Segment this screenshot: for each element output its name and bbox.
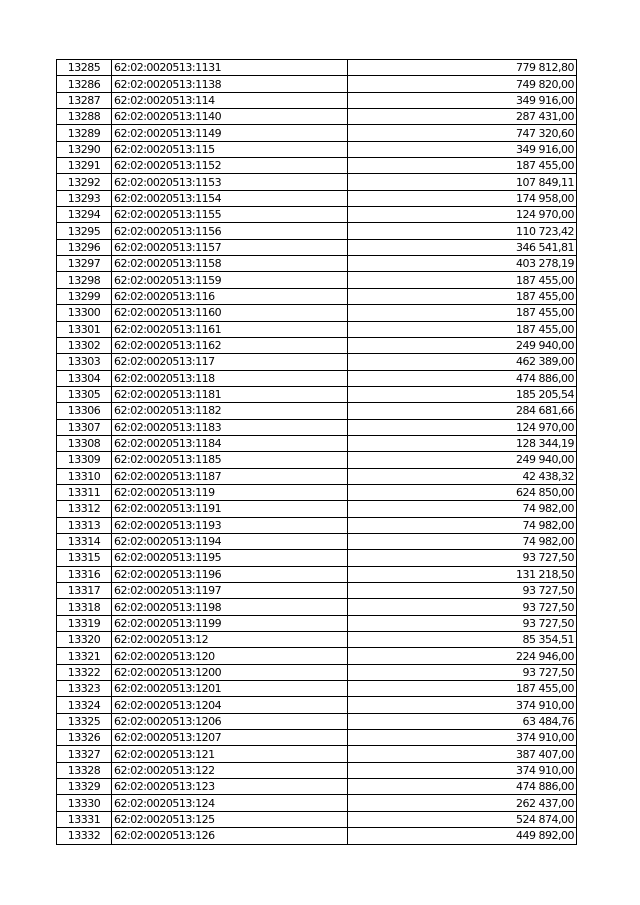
cadastral-value-cell: 110 723,42 <box>348 223 577 239</box>
table-row <box>57 484 577 500</box>
cadastral-number-cell: 62:02:0020513:119 <box>112 484 348 500</box>
row-number-cell: 13306 <box>57 403 112 419</box>
cadastral-number-cell: 62:02:0020513:1187 <box>112 468 348 484</box>
row-number-cell: 13289 <box>57 125 112 141</box>
cadastral-value-cell: 346 541,81 <box>348 239 577 255</box>
cadastral-value-cell: 128 344,19 <box>348 435 577 451</box>
table-body <box>57 60 577 845</box>
cadastral-value-cell: 93 727,50 <box>348 664 577 680</box>
cadastral-value-cell: 374 910,00 <box>348 730 577 746</box>
row-number-cell: 13294 <box>57 207 112 223</box>
table-row <box>57 730 577 746</box>
cadastral-value-cell: 224 946,00 <box>348 648 577 664</box>
row-number-cell: 13292 <box>57 174 112 190</box>
table-row <box>57 468 577 484</box>
row-number-cell: 13310 <box>57 468 112 484</box>
row-number-cell: 13290 <box>57 141 112 157</box>
cadastral-value-cell: 284 681,66 <box>348 403 577 419</box>
row-number-cell: 13286 <box>57 76 112 92</box>
cadastral-number-cell: 62:02:0020513:1200 <box>112 664 348 680</box>
cadastral-value-cell: 749 820,00 <box>348 76 577 92</box>
row-number-cell: 13307 <box>57 419 112 435</box>
cadastral-value-cell: 93 727,50 <box>348 615 577 631</box>
row-number-cell: 13293 <box>57 190 112 206</box>
cadastral-number-cell: 62:02:0020513:1199 <box>112 615 348 631</box>
cadastral-value-cell: 174 958,00 <box>348 190 577 206</box>
row-number-cell: 13322 <box>57 664 112 680</box>
cadastral-number-cell: 62:02:0020513:1159 <box>112 272 348 288</box>
cadastral-value-cell: 187 455,00 <box>348 321 577 337</box>
row-number-cell: 13302 <box>57 337 112 353</box>
row-number-cell: 13314 <box>57 533 112 549</box>
table-row <box>57 713 577 729</box>
table-row <box>57 811 577 827</box>
cadastral-number-cell: 62:02:0020513:125 <box>112 811 348 827</box>
cadastral-value-cell: 374 910,00 <box>348 697 577 713</box>
cadastral-number-cell: 62:02:0020513:120 <box>112 648 348 664</box>
table-row <box>57 354 577 370</box>
table-row <box>57 517 577 533</box>
cadastral-value-cell: 249 940,00 <box>348 337 577 353</box>
cadastral-value-cell: 262 437,00 <box>348 795 577 811</box>
cadastral-number-cell: 62:02:0020513:1185 <box>112 452 348 468</box>
table-row <box>57 664 577 680</box>
cadastral-value-cell: 93 727,50 <box>348 583 577 599</box>
cadastral-value-cell: 249 940,00 <box>348 452 577 468</box>
row-number-cell: 13287 <box>57 92 112 108</box>
row-number-cell: 13323 <box>57 681 112 697</box>
cadastral-value-cell: 187 455,00 <box>348 158 577 174</box>
cadastral-number-cell: 62:02:0020513:1162 <box>112 337 348 353</box>
cadastral-value-cell: 42 438,32 <box>348 468 577 484</box>
cadastral-value-cell: 287 431,00 <box>348 109 577 125</box>
cadastral-value-cell: 747 320,60 <box>348 125 577 141</box>
cadastral-number-cell: 62:02:0020513:1138 <box>112 76 348 92</box>
table-row <box>57 223 577 239</box>
table-row <box>57 795 577 811</box>
cadastral-number-cell: 62:02:0020513:1195 <box>112 550 348 566</box>
cadastral-value-cell: 462 389,00 <box>348 354 577 370</box>
cadastral-value-cell: 131 218,50 <box>348 566 577 582</box>
row-number-cell: 13317 <box>57 583 112 599</box>
cadastral-number-cell: 62:02:0020513:1191 <box>112 501 348 517</box>
cadastral-number-cell: 62:02:0020513:117 <box>112 354 348 370</box>
table-row <box>57 256 577 272</box>
table-row <box>57 158 577 174</box>
table-row <box>57 370 577 386</box>
table-row <box>57 239 577 255</box>
cadastral-number-cell: 62:02:0020513:1183 <box>112 419 348 435</box>
cadastral-value-cell: 74 982,00 <box>348 533 577 549</box>
row-number-cell: 13298 <box>57 272 112 288</box>
cadastral-number-cell: 62:02:0020513:123 <box>112 779 348 795</box>
cadastral-value-cell: 187 455,00 <box>348 288 577 304</box>
cadastral-value-table <box>56 59 577 845</box>
row-number-cell: 13319 <box>57 615 112 631</box>
table-row <box>57 76 577 92</box>
table-row <box>57 190 577 206</box>
table-row <box>57 762 577 778</box>
cadastral-number-cell: 62:02:0020513:116 <box>112 288 348 304</box>
cadastral-number-cell: 62:02:0020513:118 <box>112 370 348 386</box>
cadastral-value-cell: 74 982,00 <box>348 517 577 533</box>
table-row <box>57 337 577 353</box>
table-row <box>57 435 577 451</box>
table-row <box>57 648 577 664</box>
table-row <box>57 746 577 762</box>
table-row <box>57 452 577 468</box>
cadastral-number-cell: 62:02:0020513:122 <box>112 762 348 778</box>
row-number-cell: 13297 <box>57 256 112 272</box>
table-row <box>57 386 577 402</box>
row-number-cell: 13309 <box>57 452 112 468</box>
row-number-cell: 13288 <box>57 109 112 125</box>
cadastral-number-cell: 62:02:0020513:1152 <box>112 158 348 174</box>
table-row <box>57 632 577 648</box>
cadastral-value-cell: 187 455,00 <box>348 305 577 321</box>
table-row <box>57 141 577 157</box>
cadastral-value-cell: 124 970,00 <box>348 207 577 223</box>
table-row <box>57 60 577 76</box>
cadastral-number-cell: 62:02:0020513:1153 <box>112 174 348 190</box>
row-number-cell: 13296 <box>57 239 112 255</box>
cadastral-number-cell: 62:02:0020513:1140 <box>112 109 348 125</box>
cadastral-value-cell: 124 970,00 <box>348 419 577 435</box>
cadastral-number-cell: 62:02:0020513:1182 <box>112 403 348 419</box>
cadastral-number-cell: 62:02:0020513:1194 <box>112 533 348 549</box>
cadastral-value-cell: 93 727,50 <box>348 599 577 615</box>
table-row <box>57 697 577 713</box>
table-row <box>57 272 577 288</box>
table-row <box>57 288 577 304</box>
row-number-cell: 13329 <box>57 779 112 795</box>
cadastral-number-cell: 62:02:0020513:1158 <box>112 256 348 272</box>
cadastral-number-cell: 62:02:0020513:1131 <box>112 60 348 76</box>
row-number-cell: 13327 <box>57 746 112 762</box>
row-number-cell: 13311 <box>57 484 112 500</box>
row-number-cell: 13316 <box>57 566 112 582</box>
table-row <box>57 419 577 435</box>
row-number-cell: 13318 <box>57 599 112 615</box>
table-row <box>57 207 577 223</box>
cadastral-number-cell: 62:02:0020513:114 <box>112 92 348 108</box>
cadastral-value-cell: 474 886,00 <box>348 370 577 386</box>
cadastral-value-cell: 449 892,00 <box>348 828 577 844</box>
row-number-cell: 13330 <box>57 795 112 811</box>
cadastral-value-cell: 374 910,00 <box>348 762 577 778</box>
row-number-cell: 13331 <box>57 811 112 827</box>
cadastral-value-cell: 187 455,00 <box>348 272 577 288</box>
row-number-cell: 13300 <box>57 305 112 321</box>
row-number-cell: 13326 <box>57 730 112 746</box>
row-number-cell: 13328 <box>57 762 112 778</box>
cadastral-value-cell: 185 205,54 <box>348 386 577 402</box>
cadastral-value-cell: 93 727,50 <box>348 550 577 566</box>
cadastral-value-cell: 63 484,76 <box>348 713 577 729</box>
cadastral-number-cell: 62:02:0020513:1193 <box>112 517 348 533</box>
cadastral-number-cell: 62:02:0020513:124 <box>112 795 348 811</box>
cadastral-value-cell: 403 278,19 <box>348 256 577 272</box>
cadastral-value-cell: 85 354,51 <box>348 632 577 648</box>
row-number-cell: 13295 <box>57 223 112 239</box>
cadastral-value-cell: 74 982,00 <box>348 501 577 517</box>
row-number-cell: 13305 <box>57 386 112 402</box>
row-number-cell: 13285 <box>57 60 112 76</box>
row-number-cell: 13324 <box>57 697 112 713</box>
cadastral-value-cell: 107 849,11 <box>348 174 577 190</box>
row-number-cell: 13299 <box>57 288 112 304</box>
table-row <box>57 583 577 599</box>
row-number-cell: 13291 <box>57 158 112 174</box>
cadastral-number-cell: 62:02:0020513:1196 <box>112 566 348 582</box>
cadastral-number-cell: 62:02:0020513:1198 <box>112 599 348 615</box>
cadastral-value-cell: 187 455,00 <box>348 681 577 697</box>
cadastral-number-cell: 62:02:0020513:1184 <box>112 435 348 451</box>
cadastral-number-cell: 62:02:0020513:121 <box>112 746 348 762</box>
cadastral-number-cell: 62:02:0020513:1156 <box>112 223 348 239</box>
table-row <box>57 828 577 844</box>
row-number-cell: 13325 <box>57 713 112 729</box>
row-number-cell: 13303 <box>57 354 112 370</box>
table-row <box>57 599 577 615</box>
cadastral-value-cell: 387 407,00 <box>348 746 577 762</box>
cadastral-number-cell: 62:02:0020513:12 <box>112 632 348 648</box>
table-row <box>57 321 577 337</box>
table-row <box>57 533 577 549</box>
table-row <box>57 125 577 141</box>
cadastral-value-cell: 349 916,00 <box>348 92 577 108</box>
table-row <box>57 566 577 582</box>
cadastral-number-cell: 62:02:0020513:1201 <box>112 681 348 697</box>
cadastral-number-cell: 62:02:0020513:1155 <box>112 207 348 223</box>
cadastral-number-cell: 62:02:0020513:1160 <box>112 305 348 321</box>
cadastral-value-cell: 349 916,00 <box>348 141 577 157</box>
table-row <box>57 403 577 419</box>
table-row <box>57 615 577 631</box>
cadastral-number-cell: 62:02:0020513:1161 <box>112 321 348 337</box>
cadastral-number-cell: 62:02:0020513:1197 <box>112 583 348 599</box>
row-number-cell: 13321 <box>57 648 112 664</box>
table-row <box>57 109 577 125</box>
row-number-cell: 13332 <box>57 828 112 844</box>
table-row <box>57 174 577 190</box>
cadastral-number-cell: 62:02:0020513:1204 <box>112 697 348 713</box>
cadastral-number-cell: 62:02:0020513:1157 <box>112 239 348 255</box>
row-number-cell: 13312 <box>57 501 112 517</box>
cadastral-number-cell: 62:02:0020513:1206 <box>112 713 348 729</box>
row-number-cell: 13313 <box>57 517 112 533</box>
row-number-cell: 13308 <box>57 435 112 451</box>
cadastral-number-cell: 62:02:0020513:1154 <box>112 190 348 206</box>
table-row <box>57 779 577 795</box>
table-row <box>57 305 577 321</box>
cadastral-number-cell: 62:02:0020513:126 <box>112 828 348 844</box>
cadastral-number-cell: 62:02:0020513:1149 <box>112 125 348 141</box>
table-row <box>57 550 577 566</box>
row-number-cell: 13301 <box>57 321 112 337</box>
cadastral-value-cell: 524 874,00 <box>348 811 577 827</box>
cadastral-number-cell: 62:02:0020513:1207 <box>112 730 348 746</box>
row-number-cell: 13320 <box>57 632 112 648</box>
table-row <box>57 501 577 517</box>
cadastral-value-cell: 779 812,80 <box>348 60 577 76</box>
cadastral-value-cell: 474 886,00 <box>348 779 577 795</box>
row-number-cell: 13304 <box>57 370 112 386</box>
cadastral-number-cell: 62:02:0020513:115 <box>112 141 348 157</box>
row-number-cell: 13315 <box>57 550 112 566</box>
cadastral-value-cell: 624 850,00 <box>348 484 577 500</box>
table-row <box>57 92 577 108</box>
table-row <box>57 681 577 697</box>
cadastral-number-cell: 62:02:0020513:1181 <box>112 386 348 402</box>
